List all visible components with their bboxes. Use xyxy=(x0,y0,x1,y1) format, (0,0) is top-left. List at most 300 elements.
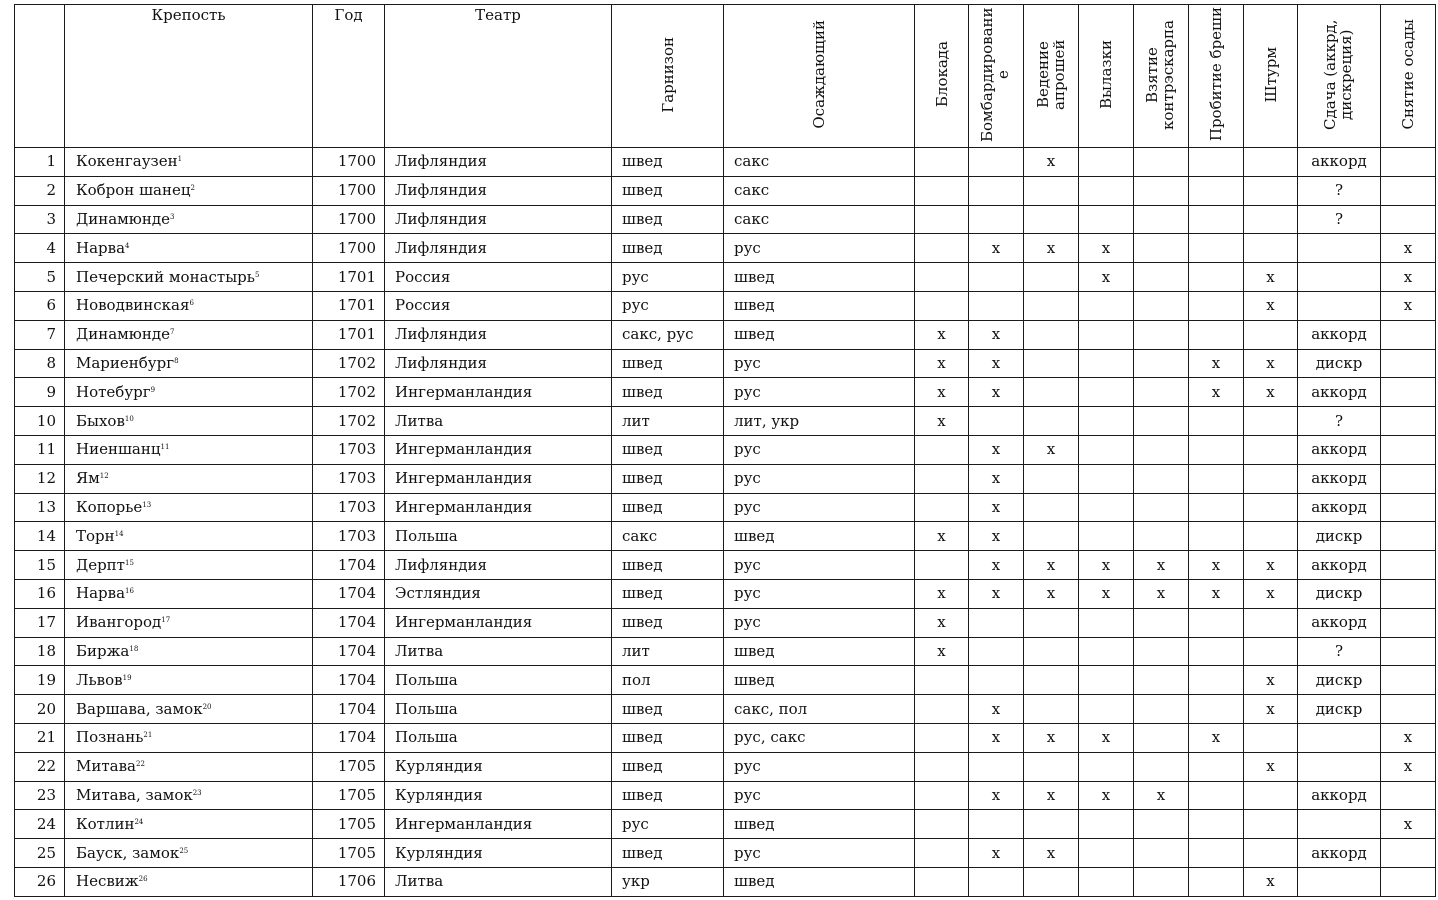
year-cell: 1702 xyxy=(313,407,385,436)
sorties-mark xyxy=(1079,522,1134,551)
fortress-label: Печерский монастырь xyxy=(76,267,255,286)
lifting-mark xyxy=(1381,608,1436,637)
fortress-name xyxy=(65,551,313,580)
approaches-mark: x xyxy=(1024,839,1079,868)
blockade-mark xyxy=(915,435,969,464)
lifting-mark xyxy=(1381,839,1436,868)
bombardment-mark xyxy=(969,752,1024,781)
year-cell: 1700 xyxy=(313,176,385,205)
fortress-label: Нотебург xyxy=(76,382,151,401)
counterscarp-mark xyxy=(1134,176,1189,205)
besieger-cell: рус xyxy=(724,493,915,522)
header-fortress: Крепость xyxy=(65,5,313,148)
counterscarp-mark xyxy=(1134,666,1189,695)
breach-mark xyxy=(1189,781,1244,810)
garrison-cell: лит xyxy=(612,407,724,436)
sorties-mark: x xyxy=(1079,579,1134,608)
breach-mark xyxy=(1189,291,1244,320)
fortress-name xyxy=(65,205,313,234)
row-number: 14 xyxy=(15,522,65,551)
theater-cell: Ингерманландия xyxy=(385,435,612,464)
theater-cell: Польша xyxy=(385,695,612,724)
footnote-ref: 8 xyxy=(174,356,179,365)
lifting-mark xyxy=(1381,781,1436,810)
counterscarp-mark xyxy=(1134,493,1189,522)
breach-mark xyxy=(1189,637,1244,666)
approaches-mark xyxy=(1024,493,1079,522)
surrender-cell: ? xyxy=(1298,205,1381,234)
header-year: Год xyxy=(313,5,385,148)
garrison-cell: швед xyxy=(612,176,724,205)
row-number: 25 xyxy=(15,839,65,868)
year-cell: 1701 xyxy=(313,320,385,349)
header-lifting: Снятие осады xyxy=(1381,5,1436,148)
counterscarp-mark xyxy=(1134,752,1189,781)
bombardment-mark xyxy=(969,810,1024,839)
row-number: 19 xyxy=(15,666,65,695)
surrender-cell: ? xyxy=(1298,637,1381,666)
besieger-cell: швед xyxy=(724,867,915,896)
sorties-mark xyxy=(1079,637,1134,666)
counterscarp-mark: x xyxy=(1134,551,1189,580)
lifting-mark xyxy=(1381,493,1436,522)
footnote-ref: 9 xyxy=(150,385,156,394)
bombardment-mark xyxy=(969,867,1024,896)
counterscarp-mark xyxy=(1134,349,1189,378)
year-cell: 1704 xyxy=(313,666,385,695)
bombardment-mark: x xyxy=(969,320,1024,349)
counterscarp-mark xyxy=(1134,522,1189,551)
assault-mark xyxy=(1244,148,1298,177)
year-cell: 1704 xyxy=(313,637,385,666)
assault-mark: x xyxy=(1244,695,1298,724)
breach-mark: x xyxy=(1189,579,1244,608)
blockade-mark xyxy=(915,781,969,810)
fortress-label: Варшава, замок xyxy=(76,699,203,718)
approaches-mark xyxy=(1024,666,1079,695)
counterscarp-mark xyxy=(1134,464,1189,493)
approaches-mark: x xyxy=(1024,579,1079,608)
row-number: 22 xyxy=(15,752,65,781)
footnote-ref: 21 xyxy=(143,731,153,740)
approaches-mark xyxy=(1024,522,1079,551)
fortress-label: Кокенгаузен xyxy=(76,152,178,171)
fortress-label: Динамюнде xyxy=(76,325,170,344)
surrender-cell xyxy=(1298,291,1381,320)
sorties-mark xyxy=(1079,435,1134,464)
bombardment-mark xyxy=(969,263,1024,292)
approaches-mark: x xyxy=(1024,781,1079,810)
breach-mark xyxy=(1189,320,1244,349)
footnote-ref: 24 xyxy=(134,817,144,826)
fortress-name xyxy=(65,752,313,781)
fortress-name xyxy=(65,378,313,407)
breach-mark: x xyxy=(1189,723,1244,752)
theater-cell: Польша xyxy=(385,723,612,752)
sorties-mark xyxy=(1079,666,1134,695)
besieger-cell: рус xyxy=(724,781,915,810)
footnote-ref: 6 xyxy=(189,299,194,308)
fortress-name xyxy=(65,349,313,378)
besieger-cell: рус xyxy=(724,378,915,407)
table-row xyxy=(15,551,1436,580)
row-number: 4 xyxy=(15,234,65,263)
sorties-mark xyxy=(1079,148,1134,177)
table-row xyxy=(15,781,1436,810)
sorties-mark xyxy=(1079,464,1134,493)
table-row xyxy=(15,407,1436,436)
year-cell: 1700 xyxy=(313,234,385,263)
breach-mark xyxy=(1189,608,1244,637)
blockade-mark xyxy=(915,867,969,896)
lifting-mark xyxy=(1381,522,1436,551)
counterscarp-mark xyxy=(1134,637,1189,666)
lifting-mark xyxy=(1381,579,1436,608)
lifting-mark xyxy=(1381,148,1436,177)
surrender-cell: аккорд xyxy=(1298,493,1381,522)
table-row xyxy=(15,349,1436,378)
row-number: 10 xyxy=(15,407,65,436)
breach-mark xyxy=(1189,867,1244,896)
sorties-mark xyxy=(1079,695,1134,724)
garrison-cell: швед xyxy=(612,205,724,234)
breach-mark xyxy=(1189,407,1244,436)
bombardment-mark: x xyxy=(969,464,1024,493)
fortress-name xyxy=(65,176,313,205)
table-body xyxy=(15,148,1436,897)
lifting-mark xyxy=(1381,407,1436,436)
footnote-ref: 11 xyxy=(160,443,170,452)
bombardment-mark: x xyxy=(969,781,1024,810)
garrison-cell: швед xyxy=(612,579,724,608)
approaches-mark xyxy=(1024,464,1079,493)
fortress-name xyxy=(65,608,313,637)
theater-cell: Польша xyxy=(385,666,612,695)
year-cell: 1701 xyxy=(313,291,385,320)
row-number: 24 xyxy=(15,810,65,839)
bombardment-mark xyxy=(969,407,1024,436)
blockade-mark xyxy=(915,205,969,234)
approaches-mark xyxy=(1024,378,1079,407)
row-number: 21 xyxy=(15,723,65,752)
footnote-ref: 7 xyxy=(169,328,175,337)
bombardment-mark: x xyxy=(969,234,1024,263)
lifting-mark xyxy=(1381,695,1436,724)
breach-mark xyxy=(1189,839,1244,868)
besieger-cell: сакс, пол xyxy=(724,695,915,724)
lifting-mark xyxy=(1381,320,1436,349)
bombardment-mark: x xyxy=(969,378,1024,407)
footnote-ref: 13 xyxy=(142,500,152,509)
fortress-label: Котлин xyxy=(76,814,135,833)
bombardment-mark: x xyxy=(969,839,1024,868)
besieger-cell: швед xyxy=(724,291,915,320)
garrison-cell: швед xyxy=(612,752,724,781)
lifting-mark: x xyxy=(1381,234,1436,263)
blockade-mark xyxy=(915,176,969,205)
footnote-ref: 3 xyxy=(169,212,175,221)
fortress-name xyxy=(65,320,313,349)
besieger-cell: рус xyxy=(724,579,915,608)
row-number: 20 xyxy=(15,695,65,724)
garrison-cell: швед xyxy=(612,378,724,407)
approaches-mark: x xyxy=(1024,551,1079,580)
year-cell: 1704 xyxy=(313,579,385,608)
row-number: 11 xyxy=(15,435,65,464)
bombardment-mark: x xyxy=(969,349,1024,378)
breach-mark xyxy=(1189,234,1244,263)
besieger-cell: швед xyxy=(724,522,915,551)
sorties-mark xyxy=(1079,867,1134,896)
lifting-mark xyxy=(1381,378,1436,407)
assault-mark xyxy=(1244,723,1298,752)
fortress-label: Коброн шанец xyxy=(76,181,191,200)
theater-cell: Лифляндия xyxy=(385,320,612,349)
table-row xyxy=(15,263,1436,292)
breach-mark xyxy=(1189,666,1244,695)
garrison-cell: укр xyxy=(612,867,724,896)
theater-cell: Ингерманландия xyxy=(385,608,612,637)
row-number: 12 xyxy=(15,464,65,493)
fortress-label: Быхов xyxy=(76,411,125,430)
besieger-cell: сакс xyxy=(724,148,915,177)
breach-mark xyxy=(1189,810,1244,839)
footnote-ref: 26 xyxy=(138,875,148,884)
surrender-cell: ? xyxy=(1298,407,1381,436)
theater-cell: Лифляндия xyxy=(385,551,612,580)
breach-mark: x xyxy=(1189,551,1244,580)
besieger-cell: швед xyxy=(724,263,915,292)
breach-mark xyxy=(1189,464,1244,493)
garrison-cell: швед xyxy=(612,723,724,752)
approaches-mark xyxy=(1024,320,1079,349)
counterscarp-mark xyxy=(1134,378,1189,407)
row-number: 1 xyxy=(15,148,65,177)
fortress-label: Несвиж xyxy=(76,872,139,891)
surrender-cell: аккорд xyxy=(1298,781,1381,810)
approaches-mark xyxy=(1024,176,1079,205)
garrison-cell: швед xyxy=(612,781,724,810)
row-number: 15 xyxy=(15,551,65,580)
sorties-mark: x xyxy=(1079,263,1134,292)
sorties-mark xyxy=(1079,349,1134,378)
lifting-mark: x xyxy=(1381,723,1436,752)
fortress-label: Митава, замок xyxy=(76,785,193,804)
fortress-name xyxy=(65,291,313,320)
sorties-mark: x xyxy=(1079,234,1134,263)
blockade-mark xyxy=(915,839,969,868)
blockade-mark xyxy=(915,234,969,263)
counterscarp-mark xyxy=(1134,695,1189,724)
surrender-cell: аккорд xyxy=(1298,464,1381,493)
besieger-cell: рус xyxy=(724,752,915,781)
besieger-cell: швед xyxy=(724,666,915,695)
fortress-name xyxy=(65,522,313,551)
lifting-mark: x xyxy=(1381,810,1436,839)
fortress-label: Познань xyxy=(76,728,144,747)
approaches-mark xyxy=(1024,205,1079,234)
fortress-label: Биржа xyxy=(76,641,130,660)
counterscarp-mark xyxy=(1134,320,1189,349)
surrender-cell xyxy=(1298,810,1381,839)
garrison-cell: сакс, рус xyxy=(612,320,724,349)
approaches-mark xyxy=(1024,263,1079,292)
table-row xyxy=(15,234,1436,263)
row-number: 2 xyxy=(15,176,65,205)
besieger-cell: рус xyxy=(724,349,915,378)
blockade-mark xyxy=(915,291,969,320)
blockade-mark xyxy=(915,263,969,292)
theater-cell: Эстляндия xyxy=(385,579,612,608)
assault-mark xyxy=(1244,522,1298,551)
sorties-mark xyxy=(1079,752,1134,781)
blockade-mark: x xyxy=(915,608,969,637)
row-number: 3 xyxy=(15,205,65,234)
footnote-ref: 25 xyxy=(179,846,189,855)
footnote-ref: 17 xyxy=(161,616,171,625)
lifting-mark: x xyxy=(1381,263,1436,292)
blockade-mark: x xyxy=(915,407,969,436)
sieges-table xyxy=(14,4,1436,897)
assault-mark xyxy=(1244,839,1298,868)
approaches-mark: x xyxy=(1024,148,1079,177)
assault-mark: x xyxy=(1244,579,1298,608)
theater-cell: Польша xyxy=(385,522,612,551)
theater-cell: Ингерманландия xyxy=(385,378,612,407)
row-number: 17 xyxy=(15,608,65,637)
theater-cell: Литва xyxy=(385,637,612,666)
year-cell: 1705 xyxy=(313,839,385,868)
assault-mark: x xyxy=(1244,551,1298,580)
table-row xyxy=(15,522,1436,551)
blockade-mark: x xyxy=(915,320,969,349)
breach-mark xyxy=(1189,263,1244,292)
row-number: 13 xyxy=(15,493,65,522)
fortress-label: Львов xyxy=(76,670,123,689)
fortress-name xyxy=(65,493,313,522)
fortress-label: Новодвинская xyxy=(76,296,190,315)
assault-mark: x xyxy=(1244,378,1298,407)
footnote-ref: 19 xyxy=(122,673,132,682)
counterscarp-mark xyxy=(1134,723,1189,752)
lifting-mark xyxy=(1381,349,1436,378)
besieger-cell: швед xyxy=(724,810,915,839)
surrender-cell: аккорд xyxy=(1298,320,1381,349)
lifting-mark xyxy=(1381,551,1436,580)
breach-mark xyxy=(1189,522,1244,551)
footnote-ref: 5 xyxy=(254,270,260,279)
footnote-ref: 16 xyxy=(125,587,134,596)
fortress-label: Динамюнде xyxy=(76,209,170,228)
fortress-name xyxy=(65,435,313,464)
bombardment-mark xyxy=(969,176,1024,205)
lifting-mark xyxy=(1381,867,1436,896)
bombardment-mark: x xyxy=(969,435,1024,464)
surrender-cell: дискр xyxy=(1298,695,1381,724)
blockade-mark: x xyxy=(915,637,969,666)
blockade-mark xyxy=(915,493,969,522)
blockade-mark xyxy=(915,464,969,493)
besieger-cell: лит, укр xyxy=(724,407,915,436)
lifting-mark xyxy=(1381,464,1436,493)
header-assault: Штурм xyxy=(1244,5,1298,148)
breach-mark: x xyxy=(1189,378,1244,407)
fortress-label: Ивангород xyxy=(76,613,162,632)
lifting-mark: x xyxy=(1381,752,1436,781)
approaches-mark: x xyxy=(1024,723,1079,752)
besieger-cell: сакс xyxy=(724,205,915,234)
fortress-name xyxy=(65,464,313,493)
sorties-mark xyxy=(1079,378,1134,407)
counterscarp-mark xyxy=(1134,435,1189,464)
blockade-mark xyxy=(915,148,969,177)
lifting-mark xyxy=(1381,205,1436,234)
counterscarp-mark: x xyxy=(1134,781,1189,810)
blockade-mark xyxy=(915,723,969,752)
surrender-cell xyxy=(1298,234,1381,263)
lifting-mark xyxy=(1381,435,1436,464)
breach-mark xyxy=(1189,695,1244,724)
breach-mark xyxy=(1189,148,1244,177)
fortress-label: Ям xyxy=(76,469,100,488)
lifting-mark xyxy=(1381,176,1436,205)
garrison-cell: сакс xyxy=(612,522,724,551)
besieger-cell: рус, сакс xyxy=(724,723,915,752)
header-theater: Театр xyxy=(385,5,612,148)
bombardment-mark xyxy=(969,291,1024,320)
theater-cell: Курляндия xyxy=(385,839,612,868)
year-cell: 1703 xyxy=(313,464,385,493)
table-row xyxy=(15,435,1436,464)
surrender-cell: дискр xyxy=(1298,579,1381,608)
garrison-cell: рус xyxy=(612,291,724,320)
counterscarp-mark xyxy=(1134,148,1189,177)
header-blockade: Блокада xyxy=(915,5,969,148)
fortress-label: Дерпт xyxy=(76,555,125,574)
assault-mark xyxy=(1244,608,1298,637)
fortress-name xyxy=(65,723,313,752)
table-row xyxy=(15,148,1436,177)
lifting-mark: x xyxy=(1381,291,1436,320)
assault-mark xyxy=(1244,810,1298,839)
sorties-mark xyxy=(1079,320,1134,349)
breach-mark xyxy=(1189,493,1244,522)
counterscarp-mark: x xyxy=(1134,579,1189,608)
year-cell: 1705 xyxy=(313,810,385,839)
bombardment-mark xyxy=(969,637,1024,666)
row-number: 7 xyxy=(15,320,65,349)
assault-mark xyxy=(1244,781,1298,810)
bombardment-mark: x xyxy=(969,522,1024,551)
fortress-label: Митава xyxy=(76,757,136,776)
fortress-name xyxy=(65,637,313,666)
sorties-mark xyxy=(1079,407,1134,436)
approaches-mark xyxy=(1024,637,1079,666)
row-number: 9 xyxy=(15,378,65,407)
header-row xyxy=(15,5,1436,148)
counterscarp-mark xyxy=(1134,810,1189,839)
besieger-cell: швед xyxy=(724,637,915,666)
fortress-label: Нарва xyxy=(76,584,126,603)
table-row xyxy=(15,810,1436,839)
header-num xyxy=(15,5,65,148)
header-breach: Пробитие бреши xyxy=(1189,5,1244,148)
breach-mark xyxy=(1189,205,1244,234)
year-cell: 1706 xyxy=(313,867,385,896)
counterscarp-mark xyxy=(1134,867,1189,896)
year-cell: 1703 xyxy=(313,493,385,522)
theater-cell: Лифляндия xyxy=(385,176,612,205)
